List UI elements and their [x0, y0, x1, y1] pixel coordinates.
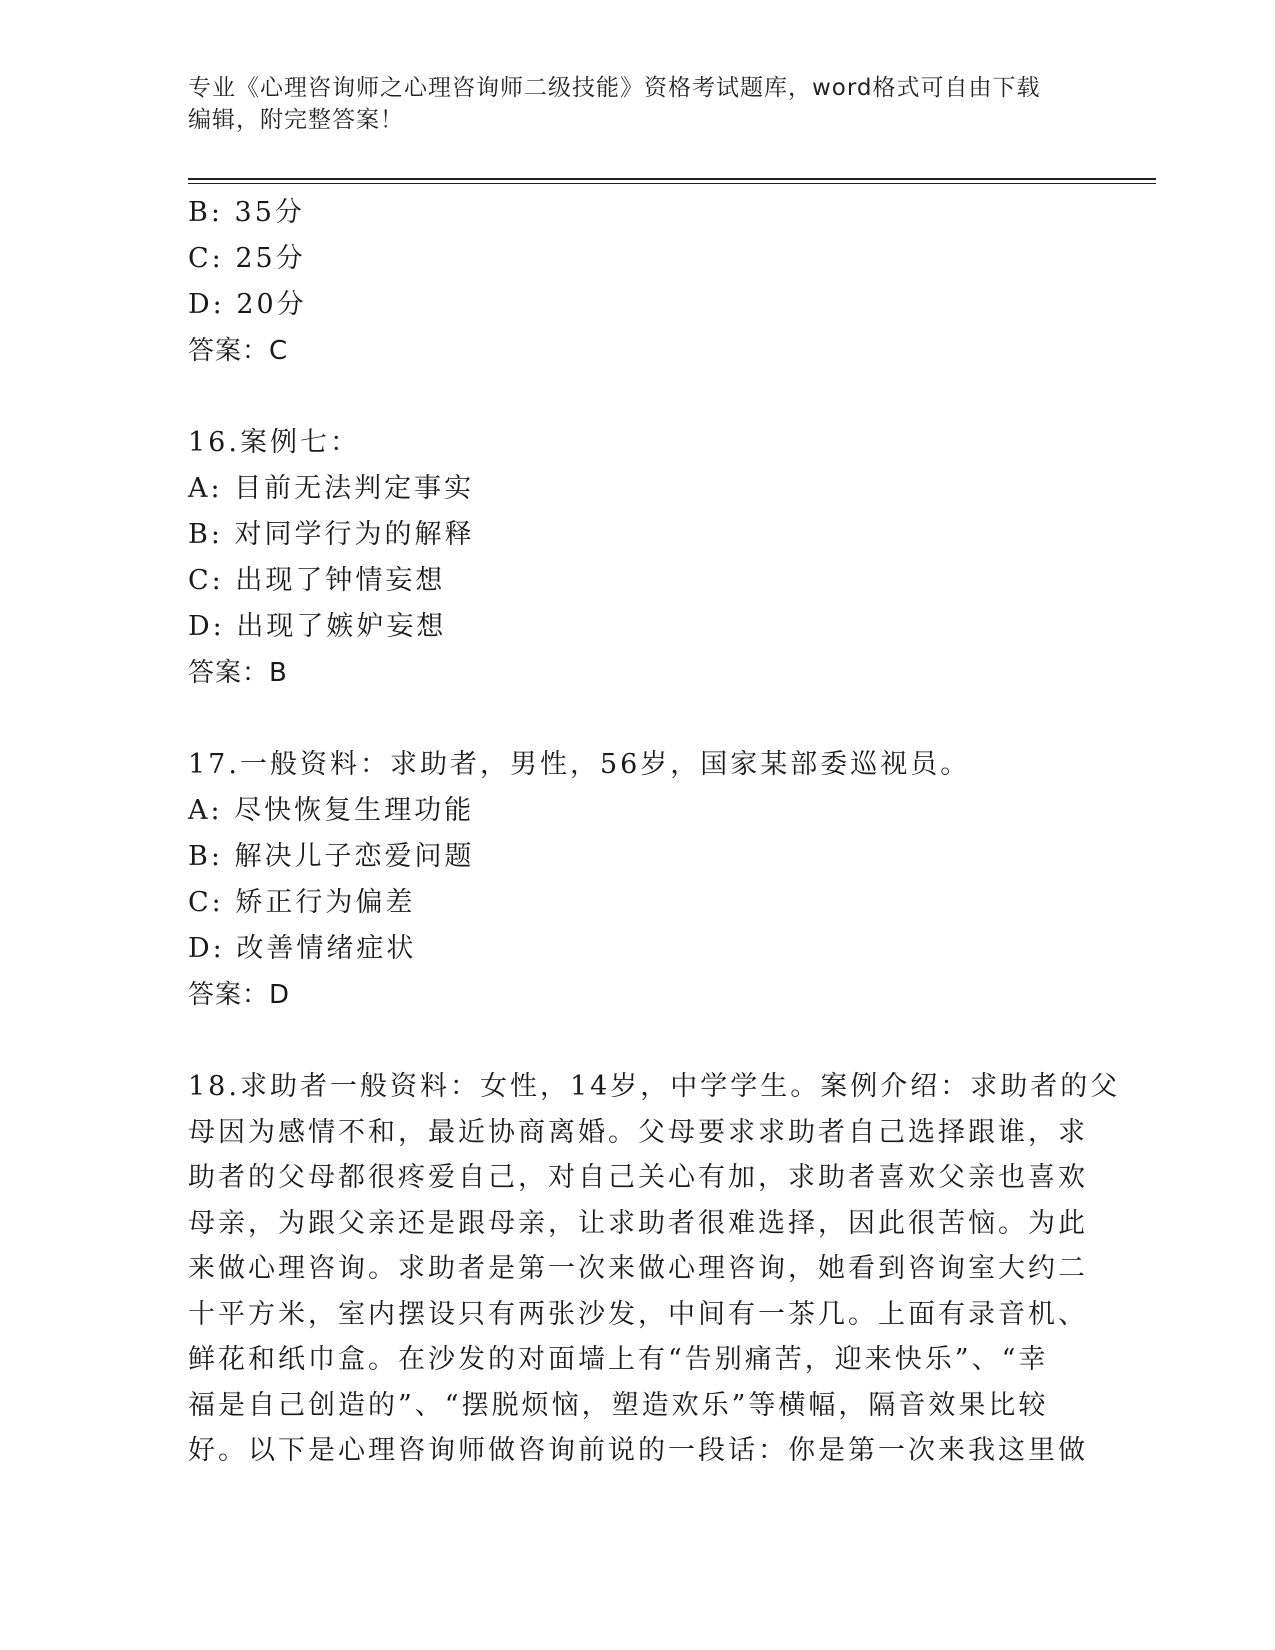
option-a: A: 目前无法判定事实: [188, 473, 475, 504]
answer-line: 答案：B: [188, 658, 288, 688]
question-16: [188, 420, 1088, 696]
question-15: [188, 190, 1088, 374]
page-header: [188, 72, 1068, 136]
header-line-2: 编辑，附完整答案！: [188, 107, 404, 133]
question-title: 16.案例七：: [188, 427, 360, 458]
option-b: B: 对同学行为的解释: [188, 519, 475, 550]
option-d: D: 20分: [188, 289, 307, 320]
spacer: [188, 1018, 1088, 1064]
option-d: D: 改善情绪症状: [188, 933, 417, 964]
question-17: [188, 742, 1088, 1018]
paragraph-line: 福是自己创造的”、“摆脱烦恼，塑造欢乐”等横幅，隔音效果比较: [188, 1389, 1049, 1421]
spacer: [188, 374, 1088, 420]
paragraph-line: 母亲，为跟父亲还是跟母亲，让求助者很难选择，因此很苦恼。为此: [188, 1207, 1088, 1239]
header-divider-thin: [188, 183, 1156, 184]
option-c: C: 矫正行为偏差: [188, 887, 416, 918]
question-title: 17.一般资料：求助者，男性，56岁，国家某部委巡视员。: [188, 749, 971, 780]
option-c: C: 25分: [188, 243, 306, 274]
option-b: B: 35分: [188, 197, 305, 228]
paragraph-line: 鲜花和纸巾盒。在沙发的对面墙上有“告别痛苦，迎来快乐”、“幸: [188, 1344, 1049, 1375]
option-d: D: 出现了嫉妒妄想: [188, 611, 447, 642]
paragraph-line: 18.求助者一般资料：女性，14岁，中学学生。案例介绍：求助者的父: [188, 1071, 1121, 1102]
header-line-1: 专业《心理咨询师之心理咨询师二级技能》资格考试题库，word格式可自由下载: [188, 75, 1041, 101]
option-c: C: 出现了钟情妄想: [188, 565, 446, 596]
option-a: A: 尽快恢复生理功能: [188, 795, 475, 826]
question-list: [188, 190, 1121, 1474]
option-b: B: 解决儿子恋爱问题: [188, 841, 475, 872]
answer-line: 答案：C: [188, 336, 289, 366]
answer-line: 答案：D: [188, 980, 291, 1010]
paragraph-line: 母因为感情不和，最近协商离婚。父母要求求助者自己选择跟谁，求: [188, 1116, 1088, 1148]
paragraph-line: 好。以下是心理咨询师做咨询前说的一段话：你是第一次来我这里做: [188, 1435, 1088, 1466]
question-18: [188, 1064, 1121, 1474]
paragraph-line: 十平方米，室内摆设只有两张沙发，中间有一茶几。上面有录音机、: [188, 1298, 1088, 1330]
spacer: [188, 696, 1088, 742]
header-divider: [188, 178, 1156, 180]
paragraph-line: 助者的父母都很疼爱自己，对自己关心有加，求助者喜欢父亲也喜欢: [188, 1162, 1088, 1193]
paragraph-line: 来做心理咨询。求助者是第一次来做心理咨询，她看到咨询室大约二: [188, 1253, 1088, 1284]
